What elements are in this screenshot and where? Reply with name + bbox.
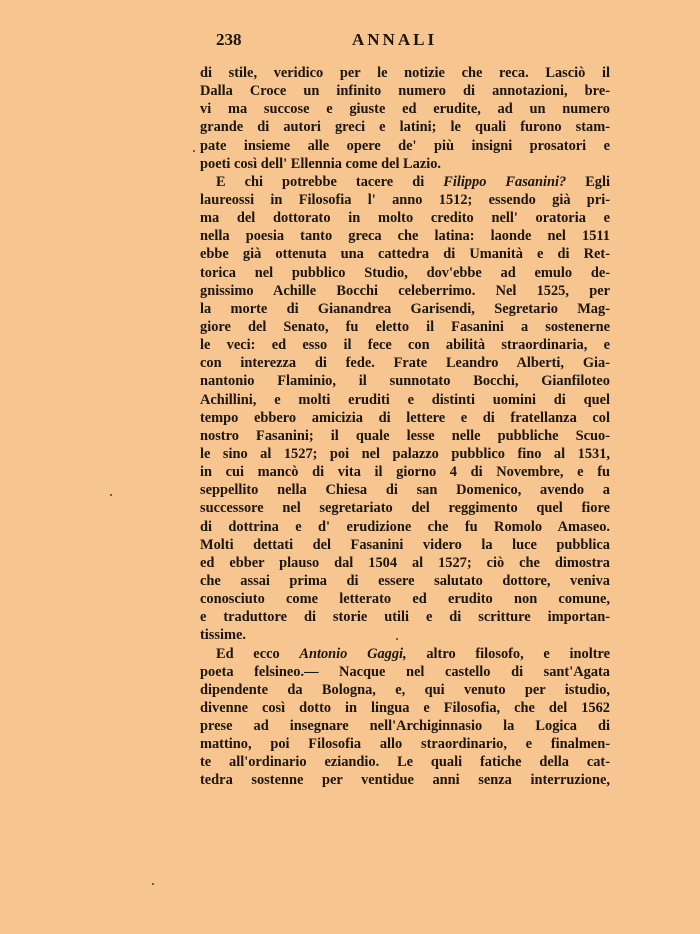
- text-line: conosciuto come letterato ed erudito non comune,: [200, 591, 610, 608]
- text-line: dipendente da Bologna, e, qui venuto per istudio,: [200, 681, 610, 698]
- text-line: con interezza di fede. Frate Leandro Alberti, Gia-: [200, 355, 610, 372]
- body-text: [200, 64, 610, 790]
- print-speck: [193, 150, 195, 152]
- text-segment: E chi potrebbe tacere di: [216, 173, 444, 190]
- text-line: tissime.: [200, 627, 246, 644]
- print-speck: [152, 883, 154, 885]
- print-speck: [110, 494, 112, 496]
- text-line: [200, 645, 610, 663]
- text-line: grande di autori greci e latini; le quali furono stam-: [200, 119, 610, 136]
- text-line: tedra sostenne per ventidue anni senza interruzione,: [200, 772, 610, 789]
- text-line: di stile, veridico per le notizie che reca. Lasciò il: [200, 65, 610, 81]
- page-header: [216, 30, 456, 52]
- text-line: e traduttore di storie utili e di scritture importan-: [200, 609, 610, 626]
- text-line: gnissimo Achille Bocchi celeberrimo. Nel 1525, per: [200, 282, 610, 299]
- text-line: vi ma succose e giuste ed erudite, ad un numero: [200, 101, 610, 118]
- text-line: le sino al 1527; poi nel palazzo pubblico fino al 1531,: [200, 445, 610, 462]
- text-line: ebbe già ottenuta una cattedra di Umanità e di Ret-: [200, 246, 610, 263]
- text-line: pate insieme alle opere de' più insigni prosatori e: [200, 137, 610, 154]
- text-segment: Ed ecco: [216, 645, 300, 662]
- text-line: laureossi in Filosofia l' anno 1512; essendo già pri-: [200, 191, 610, 208]
- text-line: che assai prima di essere salutato dottore, veniva: [200, 572, 610, 589]
- text-line: seppellito nella Chiesa di san Domenico, avendo a: [200, 482, 610, 499]
- page-number: 238: [216, 30, 242, 49]
- text-line: divenne così dotto in lingua e Filosofia, che del 1562: [200, 699, 610, 716]
- text-line: in cui mancò di vita il giorno 4 di Novembre, e fu: [200, 464, 610, 481]
- text-line: [200, 173, 610, 191]
- text-line: Achillini, e molti eruditi e distinti uomini di quel: [200, 391, 610, 408]
- running-title: ANNALI: [352, 30, 438, 49]
- text-line: Molti dettati del Fasanini videro la luce pubblica: [200, 536, 610, 553]
- text-line: nella poesia tanto greca che latina: laonde nel 1511: [200, 228, 610, 245]
- italic-name: Antonio Gaggi,: [299, 645, 407, 662]
- text-line: torica nel pubblico Studio, dov'ebbe ad emulo de-: [200, 264, 610, 281]
- text-segment: Egli: [566, 173, 611, 190]
- italic-name: Filippo Fasanini?: [443, 173, 567, 190]
- print-speck: [396, 638, 398, 640]
- text-line: mattino, poi Filosofia allo straordinario, e finalmen-: [200, 736, 610, 753]
- text-line: poeti così dell' Ellennia come del Lazio.: [200, 155, 442, 172]
- text-line: te all'ordinario eziandio. Le quali fatiche della cat-: [200, 754, 610, 771]
- text-line: tempo ebbero amicizia di lettere e di fratellanza col: [200, 409, 610, 426]
- text-line: la morte di Gianandrea Garisendi, Segretario Mag-: [200, 300, 610, 317]
- text-line: poeta felsineo.— Nacque nel castello di sant'Agata: [200, 663, 610, 680]
- text-line: giore del Senato, fu eletto il Fasanini a sostenerne: [200, 318, 610, 335]
- text-line: nostro Fasanini; il quale lesse nelle pubbliche Scuo-: [200, 427, 610, 444]
- text-line: prese ad insegnare nell'Archiginnasio la Logica di: [200, 718, 610, 735]
- text-line: successore nel segretariato del reggimento quel fiore: [200, 500, 610, 517]
- text-segment: altro filosofo, e inoltre: [406, 645, 611, 662]
- text-line: Dalla Croce un infinito numero di annotazioni, bre-: [200, 83, 610, 100]
- text-line: ma del dottorato in molto credito nell' oratoria e: [200, 210, 610, 227]
- text-line: ed ebber plauso dal 1504 al 1527; ciò che dimostra: [200, 554, 610, 571]
- text-line: nantonio Flaminio, il sunnotato Bocchi, Gianfiloteo: [200, 373, 610, 390]
- text-line: di dottrina e d' erudizione che fu Romolo Amaseo.: [200, 518, 610, 535]
- text-line: le veci: ed esso il fece con abilità straordinaria, e: [200, 337, 610, 354]
